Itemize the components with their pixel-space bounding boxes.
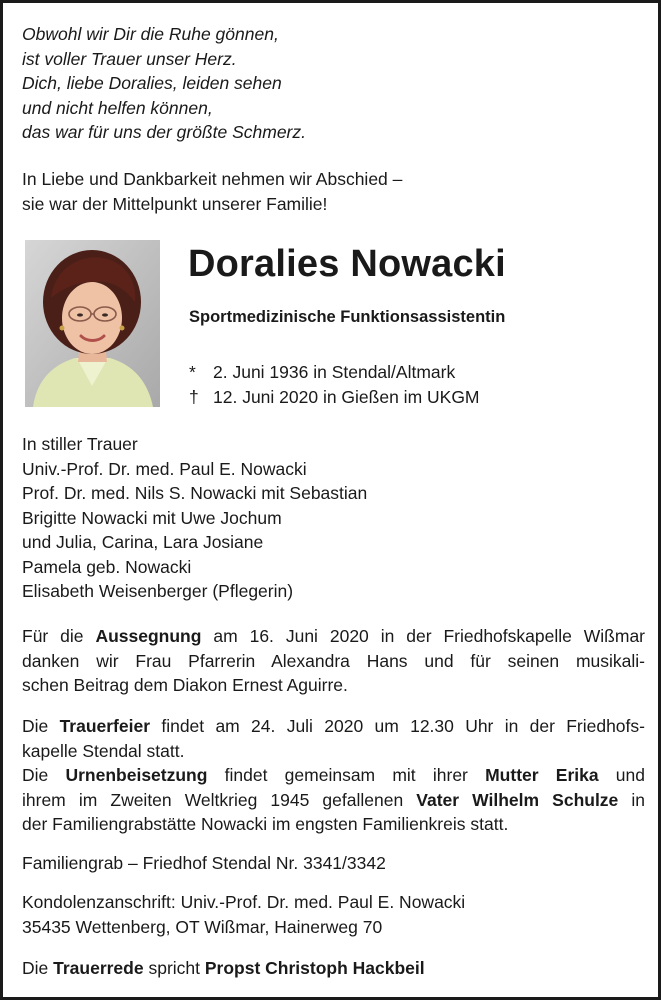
farewell-intro (22, 167, 402, 216)
poem (22, 22, 306, 145)
blessing-paragraph (22, 624, 645, 698)
mourner-name: Prof. Dr. med. Nils S. Nowacki mit Sebastian (22, 483, 368, 503)
mourner-name: Brigitte Nowacki mit Uwe Jochum (22, 507, 282, 528)
death-date: 12. Juni 2020 in Gießen im UKGM (213, 387, 480, 407)
death-symbol: † (189, 387, 199, 407)
deceased-profession: Sportmedizinische Funktionsassistentin (189, 308, 506, 326)
ceremony-line: kapelle Stendal statt. (22, 740, 185, 761)
poem-line: Dich, liebe Doralies, leiden sehen (22, 73, 282, 93)
blessing-line: Für die Aussegnung am 16. Juni 2020 in der Friedhofskapelle Wißmar (22, 626, 646, 646)
mourner-name: Pamela geb. Nowacki (22, 556, 192, 577)
poem-line: das war für uns der größte Schmerz. (22, 122, 306, 142)
mourners-list (22, 432, 367, 604)
ceremony-line: ihrem im Zweiten Weltkrieg 1945 gefallenen Vater Wilhelm Schulze in (22, 789, 645, 810)
poem-line: ist voller Trauer unser Herz. (22, 48, 237, 69)
blessing-highlight: Aussegnung (95, 626, 202, 646)
birth-symbol: * (189, 362, 196, 382)
eulogy-text: Die Trauerrede spricht Propst Christoph Hackbeil (22, 958, 425, 978)
condolence-line: 35435 Wettenberg, OT Wißmar, Hainerweg 70 (22, 916, 383, 937)
deceased-name: Doralies Nowacki (188, 243, 506, 285)
eulogy-highlight: Trauerrede (53, 958, 144, 978)
family-grave-text: Familiengrab – Friedhof Stendal Nr. 3341/3342 (22, 853, 386, 873)
blessing-line: danken wir Frau Pfarrerin Alexandra Hans und für seinen musikali- (22, 650, 645, 671)
mourner-name: Elisabeth Weisenberger (Pflegerin) (22, 581, 294, 601)
intro-line: sie war der Mittelpunkt unserer Familie! (22, 193, 328, 214)
condolence-line: Kondolenzanschrift: Univ.-Prof. Dr. med. Paul E. Nowacki (22, 892, 466, 912)
father-highlight: Vater Wilhelm Schulze (416, 789, 619, 810)
death-row (189, 385, 480, 410)
life-dates (189, 360, 480, 410)
ceremony-paragraph (22, 714, 645, 837)
birth-date: 2. Juni 1936 in Stendal/Altmark (213, 362, 456, 382)
condolence-address (22, 890, 645, 939)
birth-row (189, 360, 480, 385)
family-grave (22, 851, 645, 876)
blessing-line: schen Beitrag dem Diakon Ernest Aguirre. (22, 675, 348, 695)
intro-line: In Liebe und Dankbarkeit nehmen wir Abschied – (22, 169, 403, 189)
portrait-photo (25, 240, 160, 407)
urn-burial-highlight: Urnenbeisetzung (65, 765, 208, 785)
ceremony-line: Die Trauerfeier findet am 24. Juli 2020 um 12.30 Uhr in der Friedhofs- (22, 716, 645, 736)
eulogy-line (22, 956, 645, 981)
mourner-name: und Julia, Carina, Lara Josiane (22, 532, 264, 552)
ceremony-highlight: Trauerfeier (59, 716, 151, 736)
mourners-heading: In stiller Trauer (22, 434, 138, 454)
mourner-name: Univ.-Prof. Dr. med. Paul E. Nowacki (22, 458, 307, 479)
ceremony-line: der Familiengrabstätte Nowacki im engsten Familienkreis statt. (22, 814, 509, 834)
mother-highlight: Mutter Erika (485, 765, 599, 785)
poem-line: und nicht helfen können, (22, 97, 213, 118)
speaker-name: Propst Christoph Hackbeil (204, 958, 425, 978)
poem-line: Obwohl wir Dir die Ruhe gönnen, (22, 24, 279, 44)
ceremony-line: Die Urnenbeisetzung findet gemeinsam mit ihrer Mutter Erika und (22, 765, 646, 785)
